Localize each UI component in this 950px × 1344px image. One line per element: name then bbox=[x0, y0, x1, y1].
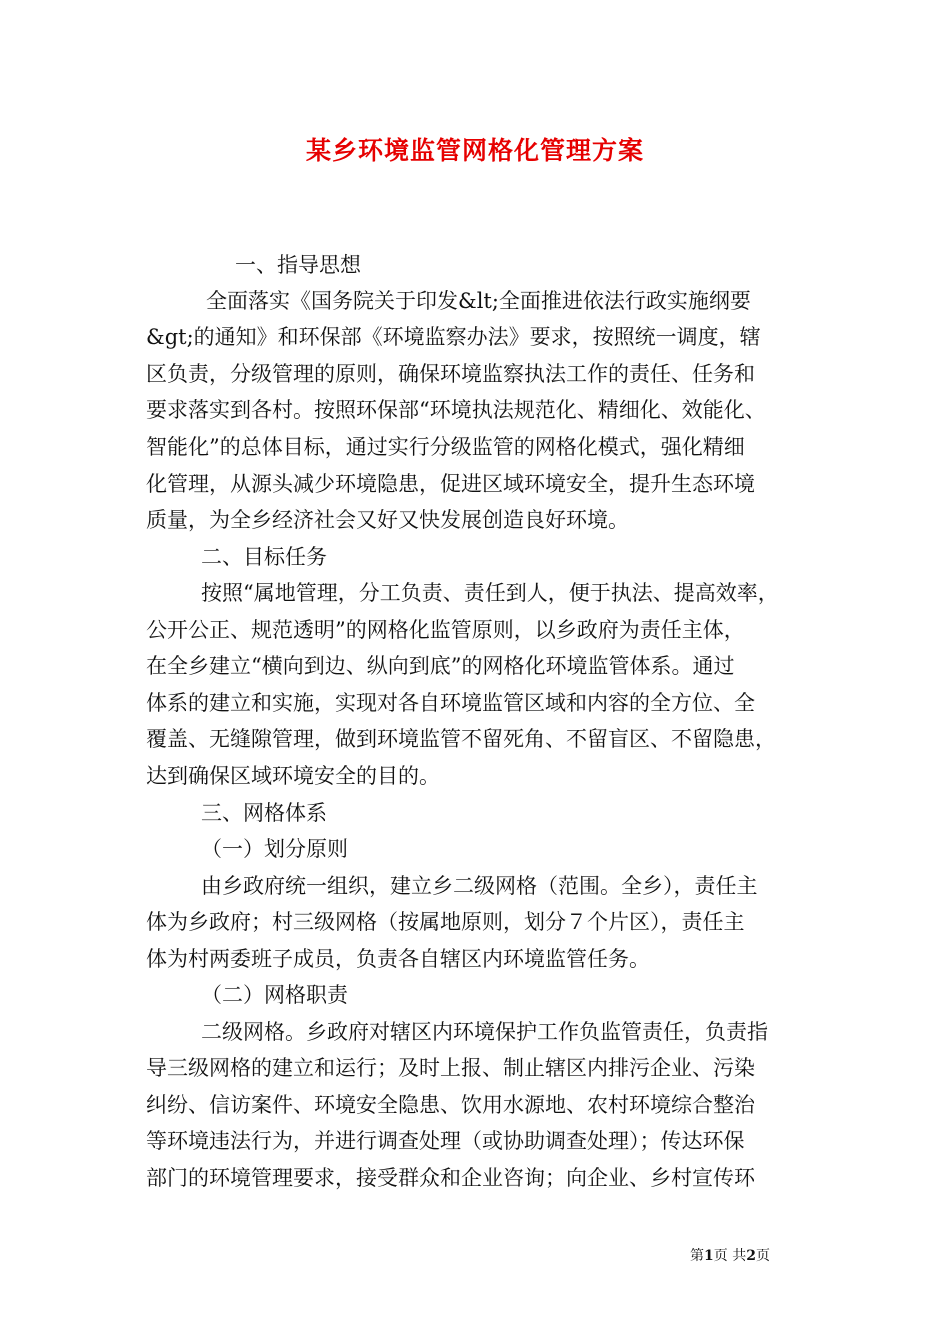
current-page: 1 bbox=[704, 1248, 714, 1264]
body-line: 纠纷、信访案件、环境安全隐患、饮用水源地、农村环境综合整治 bbox=[146, 1093, 755, 1117]
body-line: 体为村两委班子成员，负责各自辖区内环境监管任务。 bbox=[146, 947, 650, 971]
body-line: 在全乡建立“横向到边、纵向到底”的网格化环境监管体系。通过 bbox=[146, 654, 735, 678]
body-line: &gt;的通知》和环保部《环境监察办法》要求，按照统一调度，辖 bbox=[146, 325, 761, 349]
body-line: 覆盖、无缝隙管理，做到环境监管不留死角、不留盲区、不留隐患， bbox=[146, 727, 776, 751]
page-number-prefix: 第 bbox=[690, 1248, 704, 1264]
body-line: 部门的环境管理要求，接受群众和企业咨询；向企业、乡村宣传环 bbox=[146, 1166, 755, 1190]
section-heading: 三、网格体系 bbox=[201, 801, 327, 825]
body-line: 区负责，分级管理的原则，确保环境监察执法工作的责任、任务和 bbox=[146, 362, 755, 386]
body-line: 等环境违法行为，并进行调查处理（或协助调查处理）；传达环保 bbox=[146, 1129, 745, 1153]
body-line: 达到确保区域环境安全的目的。 bbox=[146, 764, 440, 788]
page-number-suffix: 页 bbox=[755, 1248, 770, 1264]
body-line: 体系的建立和实施，实现对各自环境监管区域和内容的全方位、全 bbox=[146, 691, 755, 715]
body-line: 智能化”的总体目标，通过实行分级监管的网格化模式，强化精细 bbox=[146, 435, 745, 459]
subsection-heading: （二）网格职责 bbox=[201, 983, 348, 1007]
document-title: 某乡环境监管网格化管理方案 bbox=[305, 136, 644, 165]
body-line: 二级网格。乡政府对辖区内环境保护工作负监管责任，负责指 bbox=[201, 1020, 768, 1044]
section-heading: 一、指导思想 bbox=[235, 253, 361, 277]
body-line: 全面落实《国务院关于印发&lt;全面推进依法行政实施纲要 bbox=[206, 289, 751, 313]
body-line: 质量，为全乡经济社会又好又快发展创造良好环境。 bbox=[146, 508, 629, 532]
subsection-heading: （一）划分原则 bbox=[201, 837, 348, 861]
body-line: 化管理，从源头减少环境隐患，促进区域环境安全，提升生态环境 bbox=[146, 472, 755, 496]
page-number bbox=[690, 1246, 810, 1266]
body-line: 公开公正、规范透明”的网格化监管原则，以乡政府为责任主体， bbox=[146, 618, 745, 642]
total-pages: 2 bbox=[746, 1248, 756, 1264]
body-line: 按照“属地管理，分工负责、责任到人，便于执法、提高效率， bbox=[201, 581, 779, 605]
body-line: 体为乡政府；村三级网格（按属地原则，划分７个片区），责任主 bbox=[146, 910, 745, 934]
body-line: 由乡政府统一组织，建立乡二级网格（范围。全乡），责任主 bbox=[201, 874, 758, 898]
body-line: 导三级网格的建立和运行；及时上报、制止辖区内排污企业、污染 bbox=[146, 1056, 755, 1080]
page-number-middle: 页 共 bbox=[713, 1248, 747, 1264]
body-line: 要求落实到各村。按照环保部“环境执法规范化、精细化、效能化、 bbox=[146, 398, 766, 422]
section-heading: 二、目标任务 bbox=[201, 545, 327, 569]
